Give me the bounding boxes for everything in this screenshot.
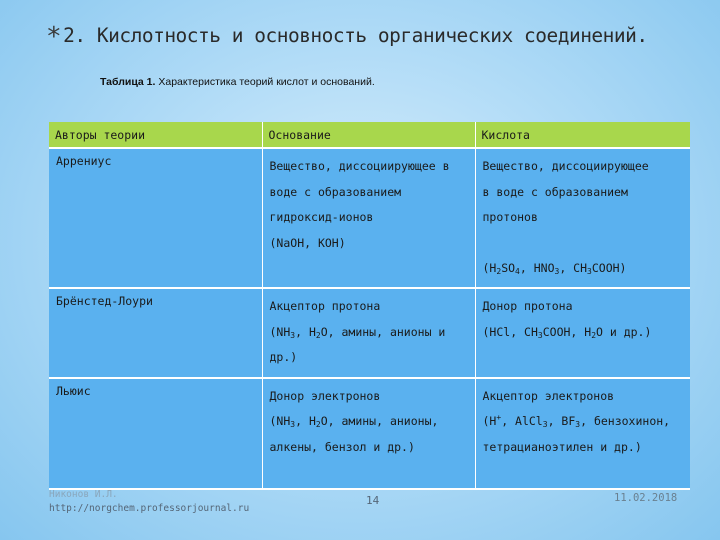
acid-line: протонов (482, 210, 538, 224)
acid-line: в воде с образованием (482, 184, 628, 199)
acid-example: (HCl, $CH_3COOH$, $H_2O$ и др.) (482, 324, 652, 340)
page-number: 14 (366, 494, 380, 507)
base-example: ($NH_3$, $H_2O$, амины, анионы и (269, 324, 446, 340)
acid-line: Акцептор электронов (482, 388, 615, 403)
base-line: Донор электронов (269, 388, 381, 403)
base-line: воде с образованием (269, 184, 402, 199)
acid-cell (475, 148, 690, 288)
author-cell: Аррениус (49, 148, 262, 288)
acid-example: ($H_2SO_4$, $HNO_3$, $CH_3COOH$) (482, 260, 627, 276)
author-cell: Брёнстед-Лоури (49, 288, 262, 378)
table-row-arrhenius (49, 148, 690, 288)
base-cell (262, 288, 475, 378)
table-caption-label: Таблица 1. (100, 76, 156, 88)
slide-title-text: 2. Кислотность и основность органических соединений. (63, 24, 648, 47)
base-cell (262, 148, 475, 288)
base-line: гидроксид-ионов (269, 210, 374, 224)
author-url[interactable]: http://norgchem.professorjournal.ru (49, 503, 250, 514)
slide-date: 11.02.2018 (614, 492, 678, 504)
header-acid: Кислота (475, 122, 690, 148)
table-caption (100, 76, 375, 88)
footer-author (49, 488, 259, 516)
header-base: Основание (262, 122, 475, 148)
table-header-row (49, 122, 690, 148)
table-row-lewis (49, 378, 690, 489)
author-cell: Льюис (49, 378, 262, 489)
base-example: (NaOH, KOH) (269, 235, 346, 250)
base-line: Вещество, диссоциирующее в (269, 159, 450, 173)
base-example: ($NH_3$, $H_2O$, амины, анионы, (269, 414, 439, 429)
author-name: Никонов И.Л. (49, 489, 118, 500)
acid-base-theories-table (49, 122, 690, 490)
table-row-bronsted-lowry (49, 288, 690, 378)
acid-cell (475, 378, 690, 489)
base-line: алкены, бензол и др.) (269, 439, 415, 454)
base-line: Акцептор протона (269, 299, 381, 313)
acid-line: тетрацианоэтилен и др.) (482, 439, 642, 454)
table-caption-text: Характеристика теорий кислот и оснований. (158, 76, 375, 88)
header-authors: Авторы теории (49, 122, 262, 148)
acid-example: (H+, AlCl$_3$, $BF_3$, бензохинон, (482, 413, 671, 429)
acid-line: Вещество, диссоциирующее (482, 159, 649, 173)
bullet-star-icon: * (46, 22, 62, 52)
acid-cell (475, 288, 690, 378)
base-line: др.) (269, 350, 298, 364)
acid-line: Донор протона (482, 299, 573, 313)
slide-title (46, 22, 706, 52)
base-cell (262, 378, 475, 489)
